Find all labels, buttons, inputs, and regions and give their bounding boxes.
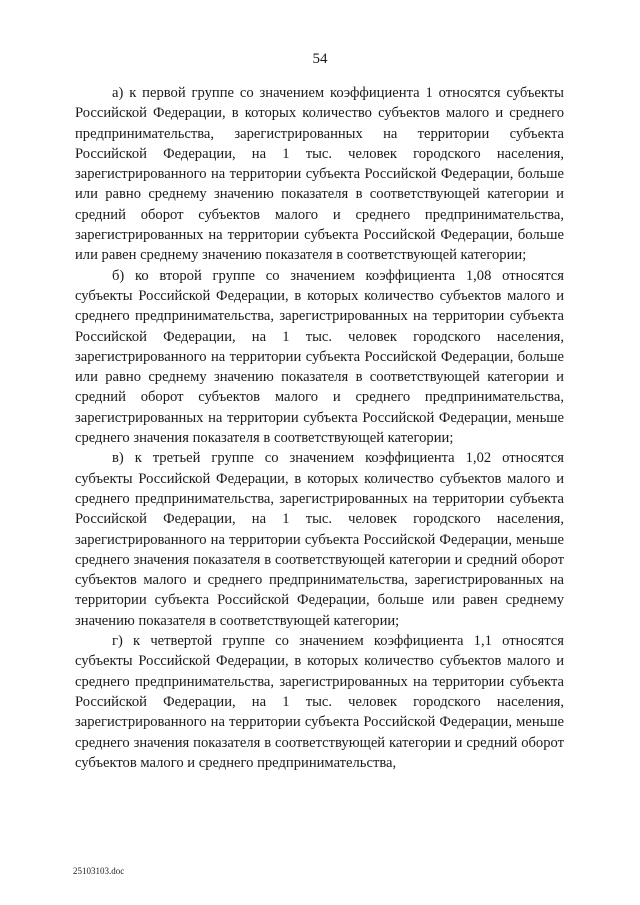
paragraph-group-d: г) к четвертой группе со значением коэффициента 1,1 относятся субъекты Российской Федерации, в которых количество субъектов малого и среднего предпринимательства, зарегистрированных на территории субъекта Российской Федерации, на 1 тыс. человек городского населения, зарегистрированного на территории субъекта Российской Федерации, меньше среднего значения показателя в соответствующей категории и средний оборот субъектов малого и среднего предпринимательства, [75,633,564,771]
footer-filename: 25103103.doc [73,866,125,876]
document-body [75,83,564,773]
paragraph-group-a: а) к первой группе со значением коэффициента 1 относятся субъекты Российской Федерации, в которых количество субъектов малого и среднего предпринимательства, зарегистрированных на территории субъекта Российской Федерации, на 1 тыс. человек городского населения, зарегистрированного на территории субъекта Российской Федерации, больше или равно среднему значению показателя в соответствующей категории и средний оборот субъектов малого и среднего предпринимательства, зарегистрированных на территории субъекта Российской Федерации, больше или равен среднему значению показателя в соответствующей категории; [75,85,564,264]
paragraph-group-c: в) к третьей группе со значением коэффициента 1,02 относятся субъекты Российской Федерации, в которых количество субъектов малого и среднего предпринимательства, зарегистрированных на территории субъекта Российской Федерации, на 1 тыс. человек городского населения, зарегистрированного на территории субъекта Российской Федерации, меньше среднего значения показателя в соответствующей категории и средний оборот субъектов малого и среднего предпринимательства, зарегистрированных на территории субъекта Российской Федерации, больше или равен среднему значению показателя в соответствующей категории; [75,450,564,629]
paragraph-group-b: б) ко второй группе со значением коэффициента 1,08 относятся субъекты Российской Федерации, в которых количество субъектов малого и среднего предпринимательства, зарегистрированных на территории субъекта Российской Федерации, на 1 тыс. человек городского населения, зарегистрированного на территории субъекта Российской Федерации, больше или равно среднему значению показателя в соответствующей категории и средний оборот субъектов малого и среднего предпринимательства, зарегистрированных на территории субъекта Российской Федерации, меньше среднего значения показателя в соответствующей категории; [75,267,564,447]
page-number: 54 [312,51,328,67]
